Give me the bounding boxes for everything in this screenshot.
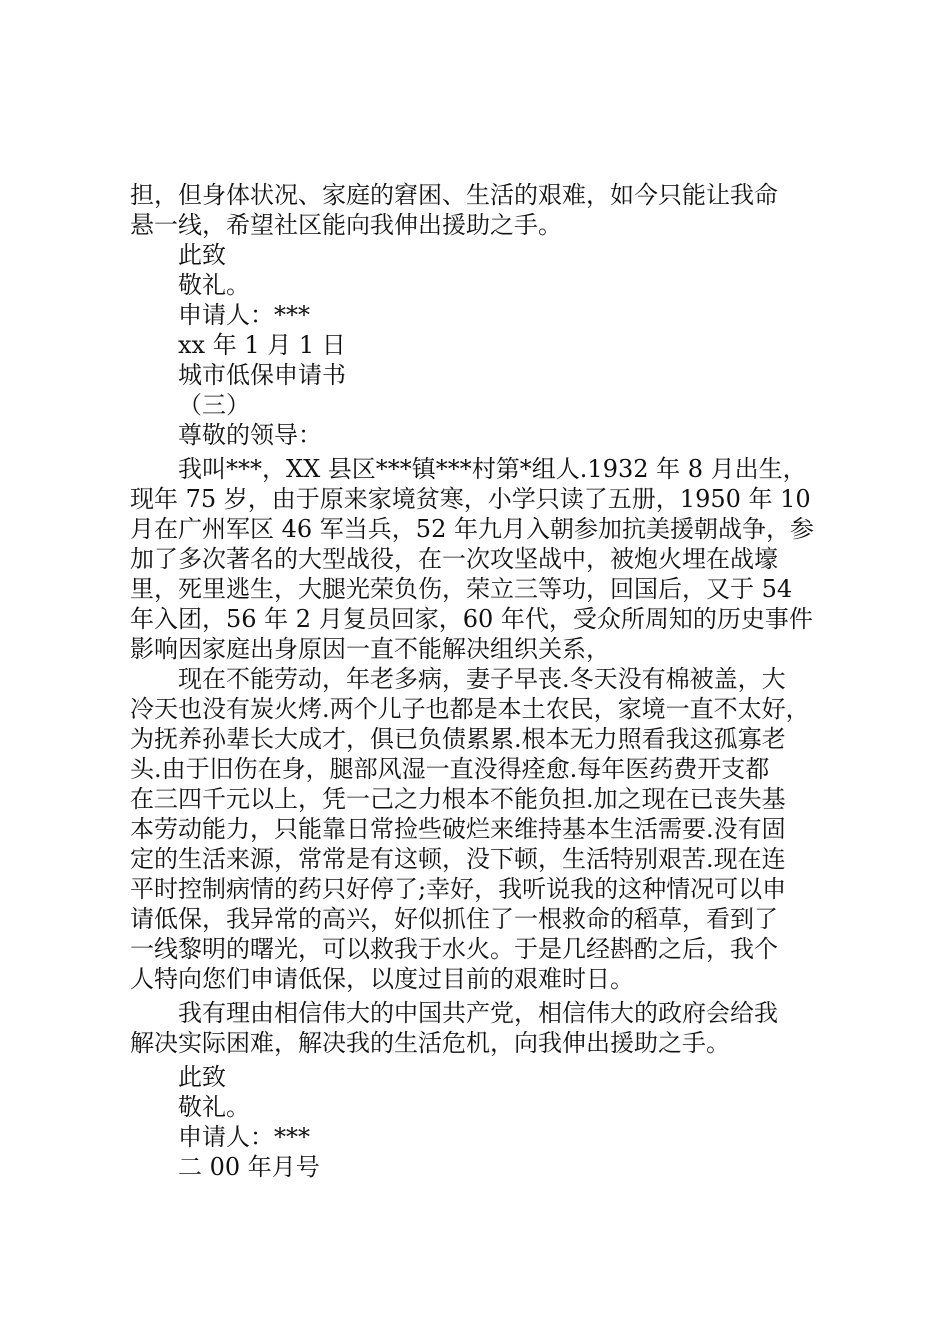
date-line: 二 00 年月号 <box>178 1153 320 1181</box>
text-line: 月在广州军区 46 军当兵，52 年九月入朝参加抗美援朝战争，参 <box>130 515 814 543</box>
text-line: 在三四千元以上，凭一己之力根本不能负担.加之现在已丧失基 <box>130 785 786 813</box>
text-line: 现在不能劳动，年老多病，妻子早丧.冬天没有棉被盖，大 <box>178 665 786 693</box>
text-line: 影响因家庭出身原因一直不能解决组织关系， <box>130 635 610 663</box>
text-line: 冷天也没有炭火烤.两个儿子也都是本土农民，家境一直不太好， <box>130 695 810 723</box>
text-line: 悬一线，希望社区能向我伸出援助之手。 <box>130 211 562 239</box>
text-line: 本劳动能力，只能靠日常捡些破烂来维持基本生活需要.没有固 <box>130 815 786 843</box>
text-line: 解决实际困难，解决我的生活危机，向我伸出援助之手。 <box>130 1029 730 1057</box>
text-line: 头.由于旧伤在身，腿部风湿一直没得痊愈.每年医药费开支都 <box>130 755 770 783</box>
text-line: 定的生活来源，常常是有这顿，没下顿，生活特别艰苦.现在连 <box>130 845 786 873</box>
text-line: 平时控制病情的药只好停了;幸好，我听说我的这种情况可以申 <box>130 875 787 903</box>
text-line: 里，死里逃生，大腿光荣负伤，荣立三等功，回国后，又于 54 <box>130 575 793 603</box>
text-line: 担，但身体状况、家庭的窘困、生活的艰难，如今只能让我命 <box>130 181 778 209</box>
closing-salutation: 此致 <box>178 241 226 269</box>
text-line: 为抚养孙辈长大成才，俱已负债累累.根本无力照看我这孤寡老 <box>130 725 786 753</box>
text-line: 请低保，我异常的高兴，好似抓住了一根救命的稻草，看到了 <box>130 905 778 933</box>
date-line: xx 年 1 月 1 日 <box>178 331 346 359</box>
greeting: 尊敬的领导： <box>178 421 322 449</box>
text-line: 一线黎明的曙光，可以救我于水火。于是几经斟酌之后，我个 <box>130 935 778 963</box>
text-line: 现年 75 岁，由于原来家境贫寒，小学只读了五册，1950 年 10 <box>130 485 811 513</box>
closing-regards: 敬礼。 <box>178 271 250 299</box>
text-line: 我叫***，XX 县区***镇***村第*组人.1932 年 8 月出生， <box>178 455 807 483</box>
text-line: 加了多次著名的大型战役，在一次攻坚战中，被炮火埋在战壕 <box>130 545 778 573</box>
closing-regards: 敬礼。 <box>178 1093 250 1121</box>
text-line: 人特向您们申请低保，以度过目前的艰难时日。 <box>130 965 634 993</box>
text-line: 我有理由相信伟大的中国共产党，相信伟大的政府会给我 <box>178 999 778 1027</box>
document-title: 城市低保申请书 <box>178 361 346 389</box>
closing-salutation: 此致 <box>178 1063 226 1091</box>
text-line: 年入团，56 年 2 月复员回家，60 年代，受众所周知的历史事件 <box>130 605 813 633</box>
applicant-signature: 申请人：*** <box>178 1123 310 1151</box>
section-number: （三） <box>178 391 250 419</box>
applicant-signature: 申请人：*** <box>178 301 310 329</box>
